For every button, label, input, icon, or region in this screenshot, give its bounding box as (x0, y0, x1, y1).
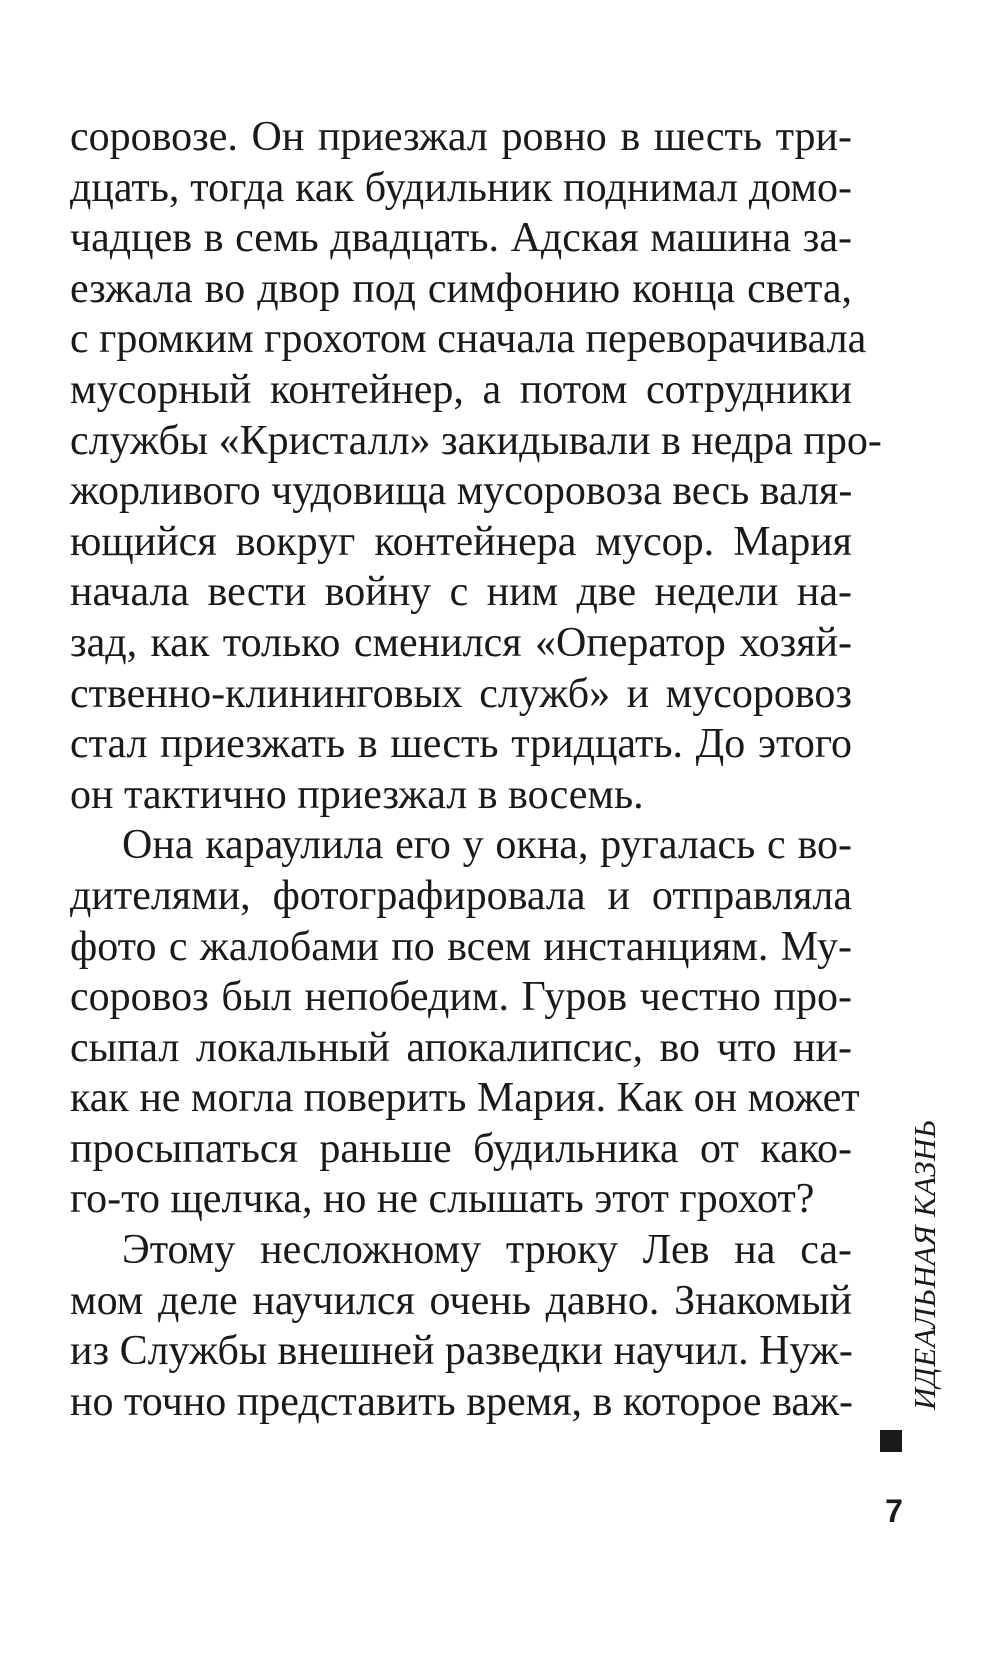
black-square-marker (880, 1430, 902, 1452)
text-line: как не могла поверить Мария. Как он может (70, 1075, 860, 1122)
page-body-text (70, 112, 882, 1427)
running-title: ИДЕАЛЬНАЯ КАЗНЬ (907, 1119, 942, 1410)
text-line: езжала во двор под симфонию конца света, (70, 265, 852, 312)
text-line: соровозе. Он приезжал ровно в шесть три- (70, 114, 852, 160)
text-line: но точно представить время, в которое важ- (70, 1378, 853, 1425)
page-number: 7 (885, 1493, 903, 1529)
text-line: жорливого чудовища мусоровоза весь валя- (70, 468, 853, 515)
text-line: го-то щелчка, но не слышать этот грохот? (70, 1176, 815, 1223)
text-line: ственно-клининговых служб» и мусоровоз (70, 670, 852, 717)
text-line: соровоз был непобедим. Гуров честно про- (70, 974, 852, 1021)
text-line: мусорный контейнер, а потом сотрудники (70, 366, 852, 413)
text-line: зад, как только сменился «Оператор хозяй- (70, 619, 852, 666)
text-line: Этому несложному трюку Лев на са- (122, 1227, 852, 1274)
text-line: с громким грохотом сначала переворачивала (70, 316, 867, 363)
text-line: службы «Кристалл» закидывали в недра про- (70, 417, 882, 464)
text-line: он тактично приезжал в восемь. (70, 771, 644, 818)
text-line: дцать, тогда как будильник поднимал домо- (70, 164, 852, 211)
text-line: Она караулила его у окна, ругалась с во- (122, 822, 852, 869)
text-line: чадцев в семь двадцать. Адская машина за- (70, 215, 852, 262)
text-line: стал приезжать в шесть тридцать. До этого (70, 721, 852, 768)
text-line: просыпаться раньше будильника от како- (70, 1125, 852, 1172)
text-line: фото с жалобами по всем инстанциям. Му- (70, 923, 852, 970)
text-line: начала вести войну с ним две недели на- (70, 569, 852, 616)
text-line: сыпал локальный апокалипсис, во что ни- (70, 1024, 852, 1071)
text-line: ющийся вокруг контейнера мусор. Мария (70, 518, 852, 565)
text-line: из Службы внешней разведки научил. Нуж- (70, 1328, 853, 1375)
text-line: мом деле научился очень давно. Знакомый (70, 1277, 852, 1324)
text-line: дителями, фотографировала и отправляла (70, 872, 852, 919)
